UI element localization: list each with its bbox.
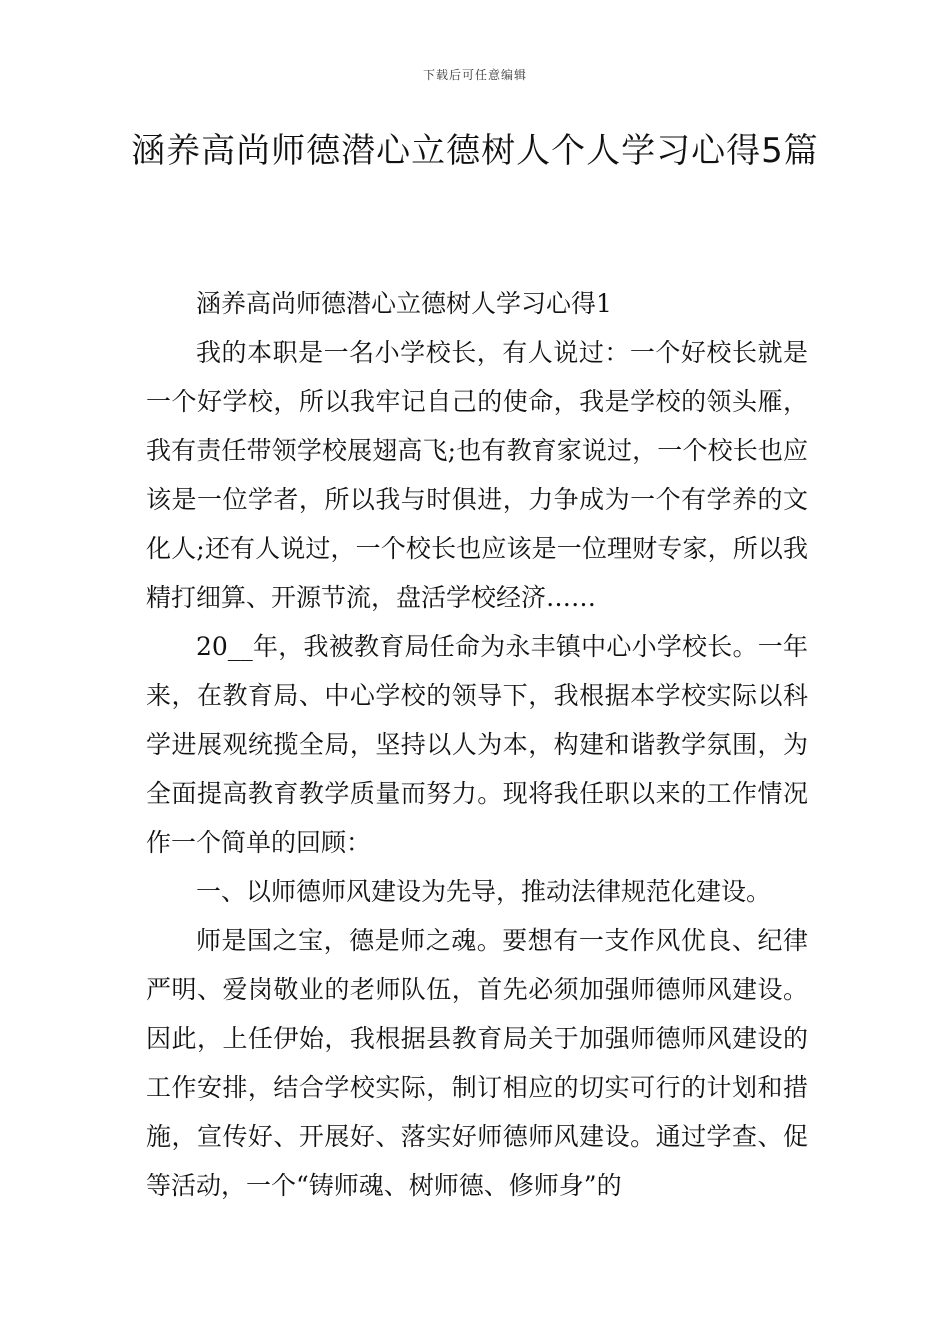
document-body (146, 279, 808, 1210)
document-title: 涵养高尚师德潜心立德树人个人学习心得5篇 (131, 131, 819, 171)
paragraph: 20__年，我被教育局任命为永丰镇中心小学校长。一年来，在教育局、中心学校的领导下，我根据本学校实际以科学进展观统揽全局，坚持以人为本，构建和谐教学氛围，为全面提高教育教学质量而努力。现将我任职以来的工作情况作一个简单的回顾： (146, 632, 808, 857)
section-heading: 涵养高尚师德潜心立德树人学习心得1 (196, 289, 612, 318)
paragraph: 一、以师德师风建设为先导，推动法律规范化建设。 (196, 877, 772, 906)
paragraph: 师是国之宝，德是师之魂。要想有一支作风优良、纪律严明、爱岗敬业的老师队伍，首先必须加强师德师风建设。因此，上任伊始，我根据县教育局关于加强师德师风建设的工作安排，结合学校实际，制订相应的切实可行的计划和措施，宣传好、开展好、落实好师德师风建设。通过学查、促等活动，一个“铸师魂、树师德、修师身”的 (146, 926, 808, 1200)
paragraph: 我的本职是一名小学校长，有人说过：一个好校长就是一个好学校，所以我牢记自己的使命，我是学校的领头雁，我有责任带领学校展翅高飞;也有教育家说过，一个校长也应该是一位学者，所以我与时俱进，力争成为一个有学养的文化人;还有人说过，一个校长也应该是一位理财专家，所以我精打细算、开源节流，盘活学校经济…… (146, 338, 808, 612)
header-note: 下载后可任意编辑 (422, 68, 527, 82)
